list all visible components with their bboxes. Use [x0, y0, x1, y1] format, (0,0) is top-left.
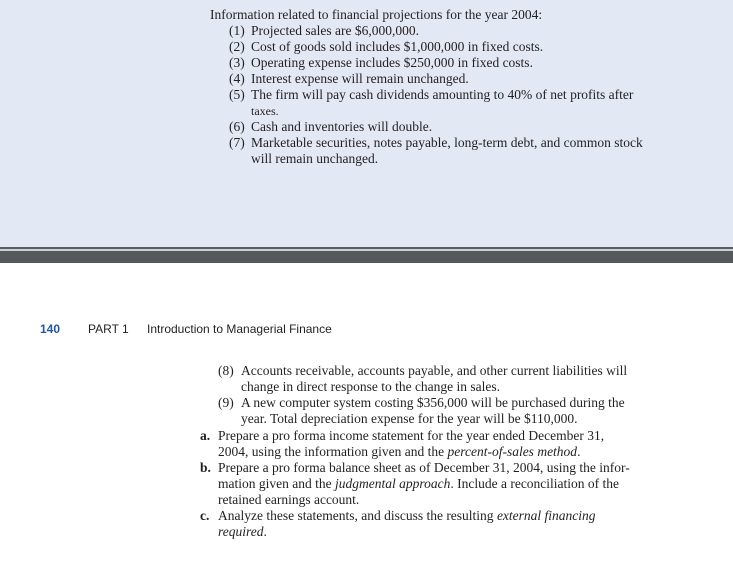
- part-label: PART 1: [88, 322, 129, 336]
- item-text: Projected sales are $6,000,000.: [251, 23, 419, 38]
- item-text-continued: taxes.: [251, 104, 279, 118]
- task-text: Prepare a pro forma balance sheet as of December 31, 2004, using the infor-: [218, 460, 630, 475]
- task-text: Prepare a pro forma income statement for the year ended December 31,: [218, 428, 605, 443]
- item-text: The firm will pay cash dividends amounting to 40% of net profits after: [251, 87, 634, 102]
- part-title: Introduction to Managerial Finance: [147, 322, 332, 336]
- item-number: (4): [229, 71, 245, 86]
- item-number: (3): [229, 55, 245, 70]
- task-letter: b.: [200, 460, 211, 475]
- task-text-continued: required.: [218, 524, 267, 539]
- task-text-continued: 2004, using the information given and the percent-of-sales method.: [218, 444, 581, 459]
- task-text-continued: retained earnings account.: [218, 492, 360, 507]
- item-text: Interest expense will remain unchanged.: [251, 71, 469, 86]
- emphasis-term: external financing: [496, 508, 596, 523]
- item-text: Cost of goods sold includes $1,000,000 in fixed costs.: [251, 39, 544, 54]
- intro-text: Information related to financial projections for the year 2004:: [210, 7, 543, 22]
- item-text-continued: year. Total depreciation expense for the year will be $110,000.: [241, 411, 578, 426]
- item-number: (7): [229, 135, 245, 150]
- item-number: (5): [229, 87, 245, 102]
- task-text: Analyze these statements, and discuss the resulting external financing: [218, 508, 596, 523]
- item-number: (8): [218, 363, 234, 378]
- task-letter: c.: [200, 508, 210, 523]
- item-text: Marketable securities, notes payable, long-term debt, and common stock: [251, 135, 643, 150]
- task-text-continued: mation given and the judgmental approach. Include a reconciliation of the: [218, 476, 620, 491]
- item-text-continued: change in direct response to the change in sales.: [241, 379, 501, 394]
- item-number: (2): [229, 39, 245, 54]
- emphasis-term: required: [218, 524, 264, 539]
- item-number: (9): [218, 395, 234, 410]
- item-number: (1): [229, 23, 245, 38]
- item-text: Accounts receivable, accounts payable, and other current liabilities will: [241, 363, 628, 378]
- emphasis-term: judgmental approach: [334, 476, 451, 491]
- item-text: Cash and inventories will double.: [251, 119, 433, 134]
- task-letter: a.: [200, 428, 211, 443]
- item-text: Operating expense includes $250,000 in fixed costs.: [251, 55, 533, 70]
- page-number: 140: [40, 322, 61, 336]
- page-divider: [0, 247, 733, 263]
- item-number: (6): [229, 119, 245, 134]
- emphasis-term: percent-of-sales method: [447, 444, 578, 459]
- item-text: A new computer system costing $356,000 will be purchased during the: [241, 395, 625, 410]
- item-text-continued: will remain unchanged.: [251, 151, 379, 166]
